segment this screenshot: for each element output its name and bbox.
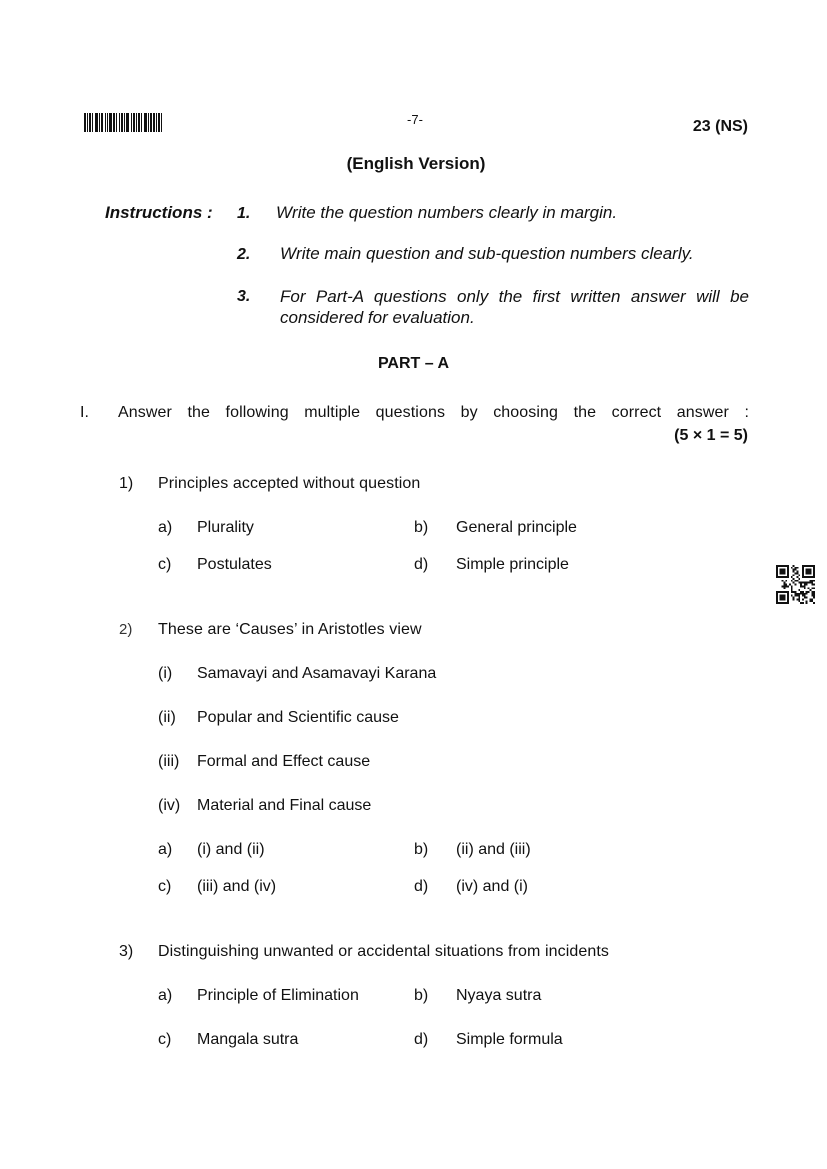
option-text: (iv) and (i) (456, 878, 529, 895)
question-number: 1) (119, 475, 134, 492)
statement-label: (iii) (158, 753, 180, 770)
option-text: (iii) and (iv) (197, 878, 277, 895)
option-label: d) (414, 878, 429, 895)
instruction-text: Write the question numbers clearly in margin. (276, 203, 618, 222)
option-text: (ii) and (iii) (456, 841, 531, 858)
section-instruction: Answer the following multiple questions by choosing the correct answer : (118, 404, 749, 421)
instruction-text: For Part-A questions only the first written answer will be considered for evaluation. (280, 287, 749, 327)
statement-text: Samavayi and Asamavayi Karana (197, 665, 437, 682)
instruction-number: 3. (237, 288, 251, 305)
instruction-number: 2. (237, 246, 251, 263)
option-text: Simple formula (456, 1031, 563, 1048)
option-label: c) (158, 1031, 172, 1048)
section-number: I. (80, 404, 89, 421)
option-text: Mangala sutra (197, 1031, 299, 1048)
option-text: Nyaya sutra (456, 987, 542, 1004)
question-text: Principles accepted without question (158, 475, 421, 492)
option-label: b) (414, 841, 429, 858)
barcode (84, 113, 189, 132)
instruction-text: Write main question and sub-question numbers clearly. (280, 244, 694, 263)
statement-text: Material and Final cause (197, 797, 372, 814)
question-text: Distinguishing unwanted or accidental situations from incidents (158, 943, 609, 960)
statement-text: Formal and Effect cause (197, 753, 371, 770)
option-label: b) (414, 987, 429, 1004)
part-title: PART – A (377, 355, 450, 372)
option-label: c) (158, 878, 172, 895)
qr-code (776, 565, 815, 604)
option-label: a) (158, 987, 173, 1004)
option-text: Principle of Elimination (197, 987, 359, 1004)
statement-label: (i) (158, 665, 173, 682)
statement-label: (ii) (158, 709, 176, 726)
option-label: d) (414, 556, 429, 573)
option-label: a) (158, 519, 173, 536)
question-number: 2) (119, 621, 133, 638)
statement-label: (iv) (158, 797, 181, 814)
option-text: Postulates (197, 556, 272, 573)
option-label: b) (414, 519, 429, 536)
marks: (5 × 1 = 5) (674, 427, 748, 444)
option-text: Simple principle (456, 556, 569, 573)
instructions-label: Instructions : (105, 203, 213, 222)
version-title: (English Version) (346, 154, 486, 173)
paper-code: 23 (NS) (692, 118, 748, 135)
option-text: Plurality (197, 519, 254, 536)
option-label: d) (414, 1031, 429, 1048)
statement-text: Popular and Scientific cause (197, 709, 399, 726)
option-label: c) (158, 556, 172, 573)
page-number: -7- (407, 112, 423, 127)
option-label: a) (158, 841, 173, 858)
question-text: These are ‘Causes’ in Aristotles view (158, 621, 422, 638)
option-text: General principle (456, 519, 577, 536)
option-text: (i) and (ii) (197, 841, 265, 858)
question-number: 3) (119, 943, 134, 960)
instruction-number: 1. (237, 205, 251, 222)
